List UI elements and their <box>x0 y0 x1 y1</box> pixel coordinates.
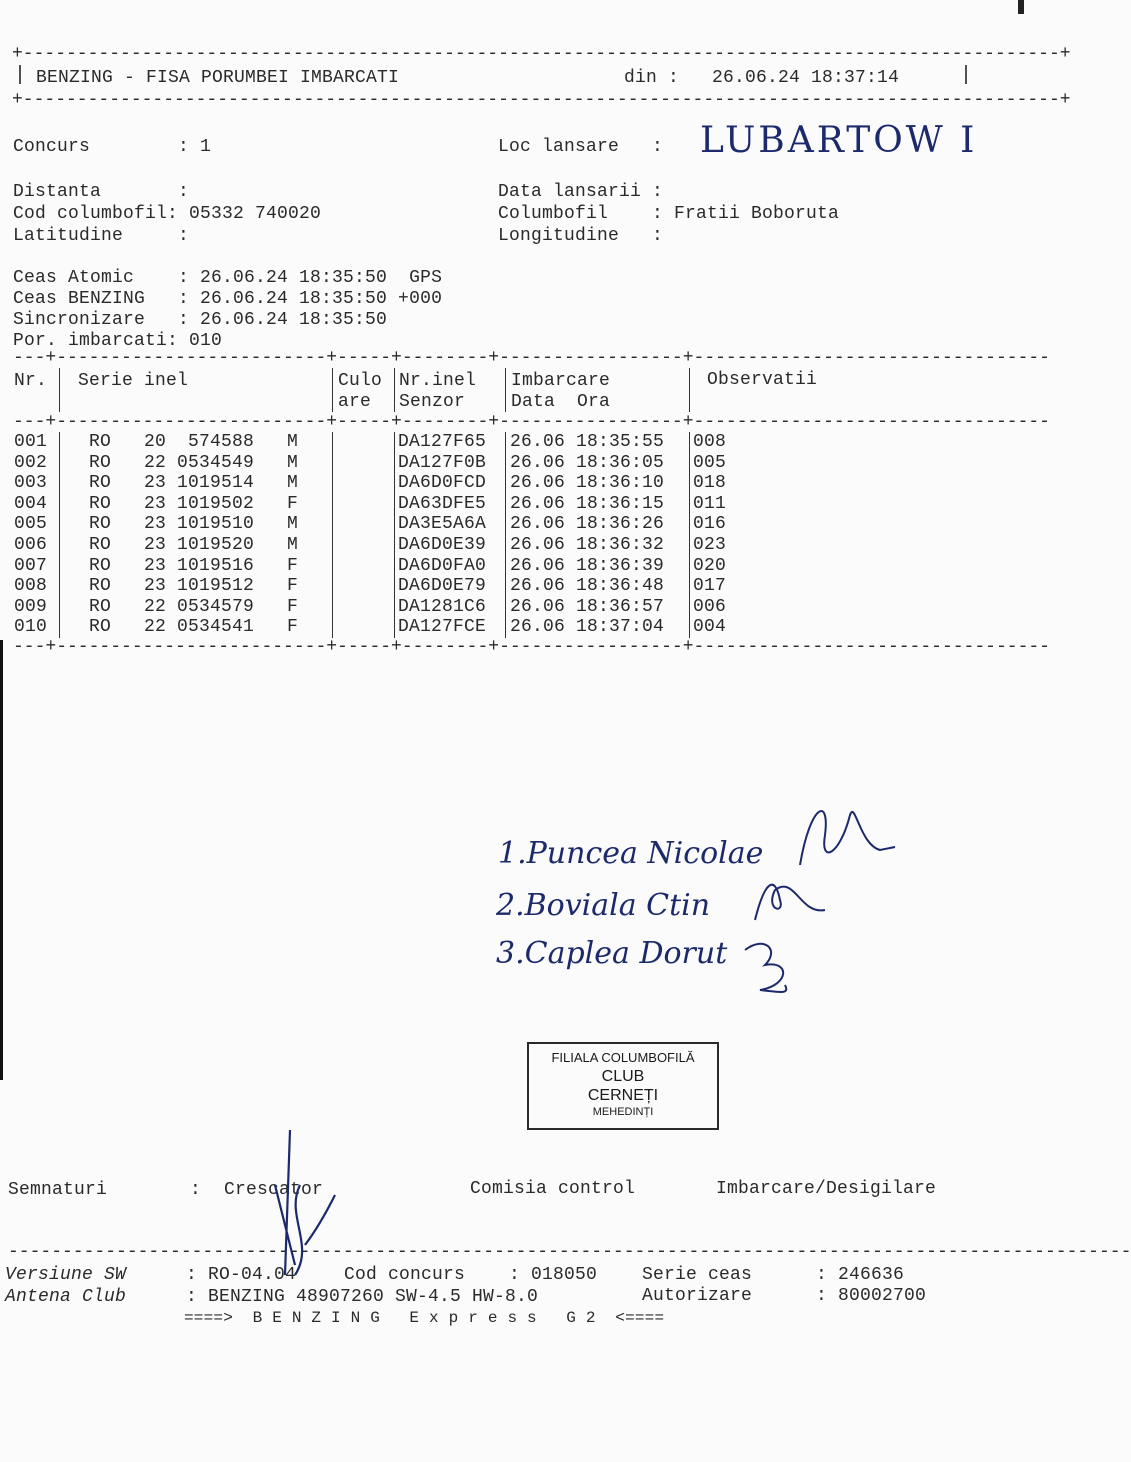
scan-edge-mark <box>1018 0 1024 14</box>
longitudine-field: Longitudine : <box>498 226 664 246</box>
autorizare-value: : 80002700 <box>816 1286 927 1306</box>
versiune-value: : RO-04.04 <box>186 1265 297 1285</box>
cell-nr-inel-senzor: DA6D0FA0 <box>398 555 487 576</box>
cell-nr-inel-senzor: DA6D0E39 <box>398 535 487 555</box>
col-header-nr: Nr. <box>14 371 48 391</box>
stamp-line-3: CERNEȚI <box>587 1087 659 1104</box>
loc-lansare-label: Loc lansare : <box>498 137 664 157</box>
cell-serie-inel: RO 22 0534549 M <box>89 452 299 473</box>
col-header-imbarcare-1: Imbarcare <box>511 371 611 391</box>
antena-label: Antena Club <box>5 1287 127 1307</box>
concurs-field: Concurs : 1 <box>13 137 212 157</box>
commission-member-2: 2.Boviala Ctin <box>496 888 711 923</box>
cell-nr-inel-senzor: DA127FCE <box>398 617 487 638</box>
cell-nr: 010 <box>14 617 48 638</box>
cod-concurs-field: Cod concurs : 018050 <box>344 1265 598 1285</box>
cell-nr-inel-senzor: DA6D0FCD <box>398 473 487 494</box>
col-divider <box>505 368 506 412</box>
col-divider <box>332 432 333 638</box>
cell-nr: 009 <box>14 596 48 617</box>
signature-crescator-label: Crescator <box>224 1180 324 1200</box>
cell-serie-inel: RO 23 1019520 M <box>89 535 299 555</box>
club-stamp <box>527 1042 719 1130</box>
col-divider <box>689 432 690 638</box>
col-divider <box>394 432 395 638</box>
col-header-culoare-2: are <box>338 392 372 412</box>
header-left-border: | <box>14 64 27 87</box>
stamp-line-2: CLUB <box>601 1068 645 1085</box>
cell-imbarcare: 26.06 18:36:10 <box>510 473 665 494</box>
signature-scribble-1 <box>780 795 900 875</box>
cod-columbofil-field: Cod columbofil: 05332 740020 <box>13 204 322 224</box>
cell-serie-inel: RO 23 1019512 F <box>89 576 299 597</box>
signature-comisia-label: Comisia control <box>470 1179 636 1199</box>
cell-nr: 008 <box>14 576 48 597</box>
header-date-label: din : <box>624 68 680 88</box>
stamp-line-1: FILIALA COLUMBOFILĂ <box>551 1050 695 1065</box>
cell-imbarcare: 26.06 18:36:05 <box>510 452 665 473</box>
cell-nr: 004 <box>14 493 48 514</box>
latitudine-field: Latitudine : <box>13 226 190 246</box>
commission-member-1: 1.Puncea Nicolae <box>498 836 764 871</box>
header-date-value: 26.06.24 18:37:14 <box>712 68 900 88</box>
versiune-label: Versiune SW <box>5 1265 127 1285</box>
cell-observatii: 011 <box>693 493 727 514</box>
commission-member-3: 3.Caplea Dorut <box>496 936 728 971</box>
distanta-field: Distanta : <box>13 182 190 202</box>
cell-imbarcare: 26.06 18:36:15 <box>510 493 665 514</box>
signature-scribble-2 <box>745 870 835 930</box>
cell-nr-inel-senzor: DA3E5A6A <box>398 514 487 535</box>
col-header-nrinel-2: Senzor <box>399 392 466 412</box>
cell-serie-inel: RO 20 574588 M <box>89 432 299 452</box>
cell-nr-inel-senzor: DA1281C6 <box>398 596 487 617</box>
cell-serie-inel: RO 22 0534579 F <box>89 596 299 617</box>
col-divider <box>394 368 395 412</box>
col-header-nrinel-1: Nr.inel <box>399 371 477 391</box>
cell-nr-inel-senzor: DA63DFE5 <box>398 493 487 514</box>
col-header-observatii: Observatii <box>707 370 818 390</box>
cell-nr-inel-senzor: DA127F65 <box>398 432 487 452</box>
cell-serie-inel: RO 23 1019502 F <box>89 493 299 514</box>
por-imbarcati-field: Por. imbarcati: 010 <box>13 331 223 351</box>
cell-nr-inel-senzor: DA6D0E79 <box>398 576 487 597</box>
benzing-brand-line: ====> B E N Z I N G E x p r e s s G 2 <==== <box>184 1309 665 1327</box>
col-divider <box>332 368 333 412</box>
cell-nr: 002 <box>14 452 48 473</box>
antena-value: : BENZING 48907260 SW-4.5 HW-8.0 <box>186 1287 539 1307</box>
ceas-atomic-field: Ceas Atomic : 26.06.24 18:35:50 GPS <box>13 268 443 288</box>
col-header-imbarcare-2: Data Ora <box>511 392 611 412</box>
cell-imbarcare: 26.06 18:35:55 <box>510 432 665 452</box>
cell-serie-inel: RO 23 1019510 M <box>89 514 299 535</box>
col-divider <box>505 432 506 638</box>
cell-nr: 001 <box>14 432 48 452</box>
serie-ceas-value: : 246636 <box>816 1265 905 1285</box>
signatures-label: Semnaturi <box>8 1180 108 1200</box>
cell-nr: 005 <box>14 514 48 535</box>
cell-observatii: 020 <box>693 555 727 576</box>
signature-scribble-3 <box>735 930 815 1000</box>
col-divider <box>59 368 60 412</box>
cell-nr: 003 <box>14 473 48 494</box>
cell-imbarcare: 26.06 18:36:32 <box>510 535 665 555</box>
cell-serie-inel: RO 23 1019514 M <box>89 473 299 494</box>
cell-imbarcare: 26.06 18:36:48 <box>510 576 665 597</box>
header-top-rule: +------------------------------------------------------------------------------------------------+ <box>12 44 1071 64</box>
col-header-serie: Serie inel <box>78 371 189 391</box>
cell-observatii: 004 <box>693 617 727 638</box>
header-right-border: | <box>960 64 973 87</box>
cell-observatii: 017 <box>693 576 727 597</box>
col-header-culoare-1: Culo <box>338 371 383 391</box>
table-header-rule: ---+-------------------------+-----+--------+-----------------+--------------------------------- <box>13 412 1050 432</box>
sincronizare-field: Sincronizare : 26.06.24 18:35:50 <box>13 310 388 330</box>
data-lansarii-field: Data lansarii : <box>498 182 664 202</box>
signature-imbarcare-label: Imbarcare/Desigilare <box>716 1179 937 1199</box>
cell-observatii: 016 <box>693 514 727 535</box>
table-top-rule: ---+-------------------------+-----+--------+-----------------+--------------------------------- <box>13 348 1050 368</box>
cell-observatii: 018 <box>693 473 727 494</box>
stamp-line-4: MEHEDINȚI <box>592 1106 654 1118</box>
cell-imbarcare: 26.06 18:36:57 <box>510 596 665 617</box>
col-divider <box>689 368 690 412</box>
cell-nr-inel-senzor: DA127F0B <box>398 452 487 473</box>
document-title: BENZING - FISA PORUMBEI IMBARCATI <box>36 68 400 88</box>
loc-lansare-handwritten: LUBARTOW I <box>700 120 978 161</box>
autorizare-label: Autorizare <box>642 1286 753 1306</box>
cell-serie-inel: RO 22 0534541 F <box>89 617 299 638</box>
serie-ceas-label: Serie ceas <box>642 1265 753 1285</box>
cell-imbarcare: 26.06 18:37:04 <box>510 617 665 638</box>
cell-observatii: 008 <box>693 432 727 452</box>
cell-observatii: 023 <box>693 535 727 555</box>
cell-observatii: 005 <box>693 452 727 473</box>
cell-observatii: 006 <box>693 596 727 617</box>
cell-imbarcare: 26.06 18:36:26 <box>510 514 665 535</box>
signatures-sep: : <box>190 1180 202 1200</box>
col-divider <box>59 432 60 638</box>
cell-serie-inel: RO 23 1019516 F <box>89 555 299 576</box>
header-bottom-rule: +------------------------------------------------------------------------------------------------+ <box>12 90 1071 110</box>
table-bottom-rule: ---+-------------------------+-----+--------+-----------------+--------------------------------- <box>13 637 1050 657</box>
cell-nr: 007 <box>14 555 48 576</box>
cell-imbarcare: 26.06 18:36:39 <box>510 555 665 576</box>
cell-nr: 006 <box>14 535 48 555</box>
scan-edge-bar <box>0 640 3 1080</box>
ceas-benzing-field: Ceas BENZING : 26.06.24 18:35:50 +000 <box>13 289 443 309</box>
footer-rule: -------------------------------------------------------------------------------------------------------- <box>8 1242 1131 1262</box>
columbofil-field: Columbofil : Fratii Boboruta <box>498 204 840 224</box>
